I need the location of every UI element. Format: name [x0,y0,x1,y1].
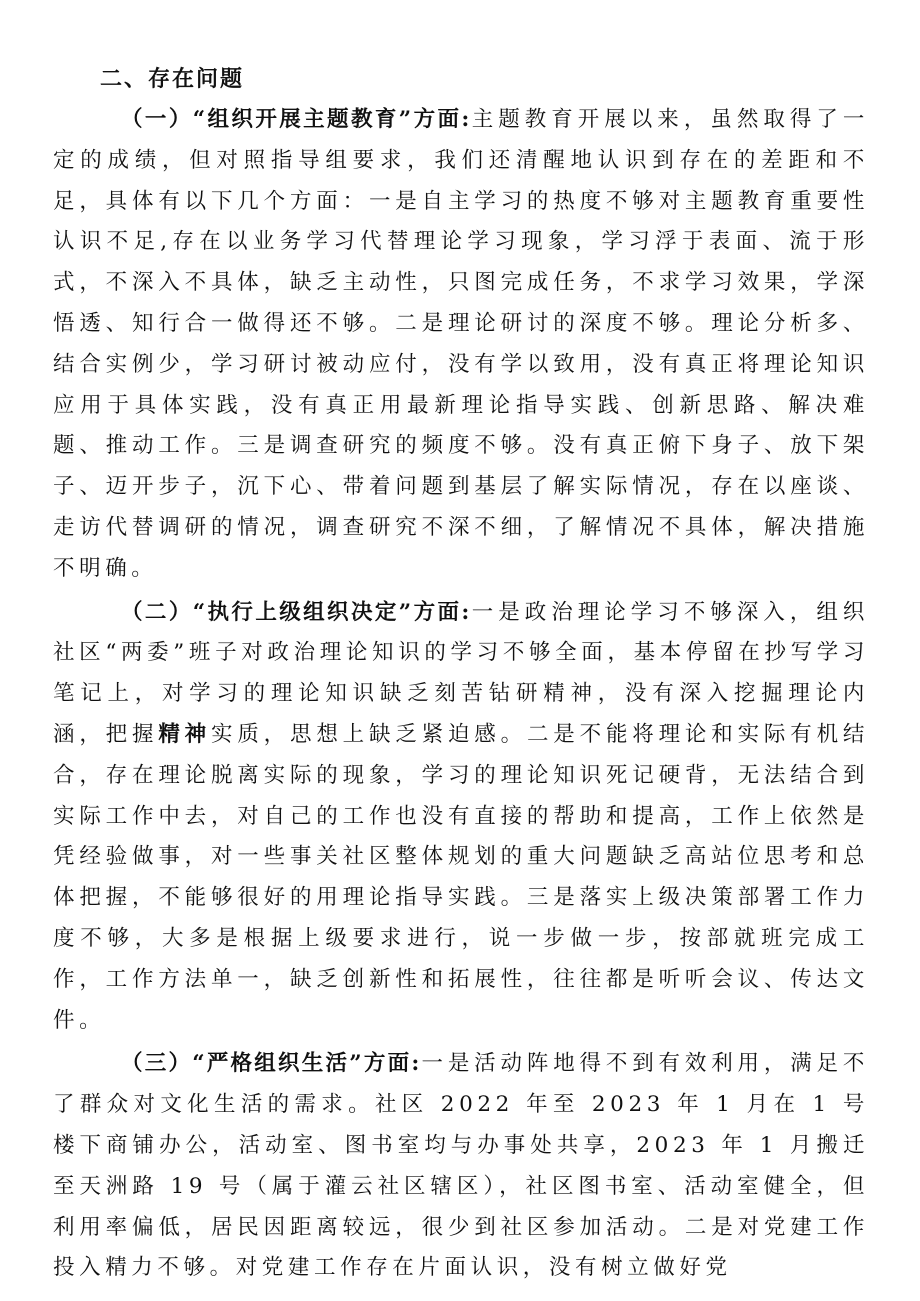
paragraph-body: 一是活动阵地得不到有效利用，满足不了群众对文化生活的需求。社区 2022 年至 2023 年 1 月在 1 号楼下商铺办公，活动室、图书室均与办事处共享，2023 年 1 月搬迁至天洲路 19 号（属于灌云社区辖区），社区图书室、活动室健全，但利用率偏低，居民因距离较远，很少到社区参加活动。二是对党建工作投入精力不够。对党建工作存在片面认识，没有树立做好党 [53,1051,870,1281]
paragraph-lead: （一）“组织开展主题教育”方面: [121,107,472,132]
paragraph-organizational-life [53,1044,869,1289]
paragraph-organize-theme-education [53,100,869,590]
paragraph-body: 主题教育开展以来，虽然取得了一定的成绩，但对照指导组要求，我们还清醒地认识到存在的差距和不足，具体有以下几个方面：一是自主学习的热度不够对主题教育重要性认识不足,存在以业务学习代替理论学习现象，学习浮于表面、流于形式，不深入不具体，缺乏主动性，只图完成任务，不求学习效果，学深悟透、知行合一做得还不够。二是理论研讨的深度不够。理论分析多、结合实例少，学习研讨被动应付，没有学以致用，没有真正将理论知识应用于具体实践，没有真正用最新理论指导实践、创新思路、解决难题、推动工作。三是调查研究的频度不够。没有真正俯下身子、放下架子、迈开步子，沉下心、带着问题到基层了解实际情况，存在以座谈、走访代替调研的情况，调查研究不深不细，了解情况不具体，解决措施不明确。 [53,107,869,581]
paragraph-execute-decisions [53,593,869,1042]
paragraph-lead: （三）“严格组织生活”方面: [121,1051,422,1077]
paragraph-lead: （二）“执行上级组织决定”方面: [121,599,472,625]
paragraph-body-cont: 实质，思想上缺乏紧迫感。二是不能将理论和实际有机结合，存在理论脱离实际的现象，学习的理论知识死记硬背，无法结合到实际工作中去，对自己的工作也没有直接的帮助和提高，工作上依然是凭经验做事，对一些事关社区整体规划的重大问题缺乏高站位思考和总体把握，不能够很好的用理论指导实践。三是落实上级决策部署工作力度不够，大多是根据上级要求进行，说一步做一步，按部就班完成工作，工作方法单一，缺乏创新性和拓展性，往往都是听听会议、传达文件。 [53,721,870,1033]
section-heading: 二、存在问题 [100,66,245,92]
emphasis-text: 精神 [158,721,211,747]
paragraph-body: 一是政治理论学习不够深入，组织社区“两委”班子对政治理论知识的学习不够全面，基本停留在抄写学习笔记上，对学习的理论知识缺乏刻苦钻研精神，没有深入挖掘理论内涵，把握 [53,599,869,747]
document-page [53,58,869,1289]
